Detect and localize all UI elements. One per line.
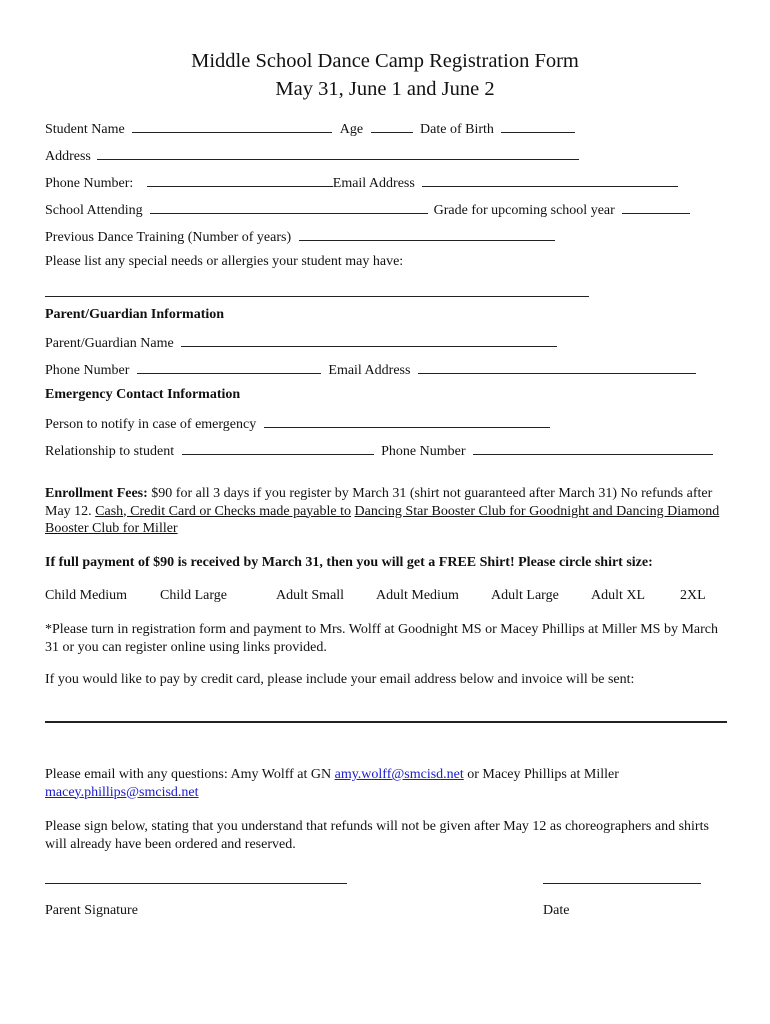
- form-title: Middle School Dance Camp Registration Form: [191, 50, 579, 72]
- free-shirt-offer: If full payment of $90 is received by March 31, then you will get a FREE Shirt! Please circle shirt size:: [45, 555, 653, 570]
- payable-to-text: Cash, Credit Card or Checks made payable to: [95, 503, 351, 519]
- parent-phone-row: [45, 359, 696, 380]
- age-field[interactable]: [371, 118, 413, 133]
- address-field[interactable]: [97, 145, 579, 160]
- student-phone-row: [45, 172, 678, 193]
- booster-clubs-text: Dancing Star Booster Club for Goodnight and Dancing Diamond Booster Club for Miller: [45, 503, 720, 536]
- grade-field[interactable]: [622, 199, 690, 214]
- student-name-row: [45, 118, 575, 139]
- date-field[interactable]: [543, 883, 701, 884]
- student-email-field[interactable]: [422, 172, 678, 187]
- emergency-person-label: Person to notify in case of emergency: [45, 417, 257, 432]
- parent-email-field[interactable]: [418, 359, 696, 374]
- student-phone-label: Phone Number:: [45, 176, 134, 191]
- dob-field[interactable]: [501, 118, 575, 133]
- training-field[interactable]: [299, 226, 555, 241]
- parent-name-row: [45, 332, 557, 353]
- contact-text-1: Please email with any questions: Amy Wolff at GN: [45, 767, 335, 782]
- emergency-phone-field[interactable]: [473, 440, 713, 455]
- parent-email-label: Email Address: [328, 363, 411, 378]
- shirt-size-adult-medium[interactable]: Adult Medium: [376, 588, 459, 603]
- form-dates: May 31, June 1 and June 2: [275, 78, 495, 100]
- emergency-relationship-row: [45, 440, 713, 461]
- address-row: [45, 145, 579, 166]
- date-label: Date: [543, 903, 570, 918]
- school-row: [45, 199, 690, 220]
- shirt-size-adult-small[interactable]: Adult Small: [276, 588, 345, 603]
- parent-name-label: Parent/Guardian Name: [45, 336, 174, 351]
- fees-label: Enrollment Fees:: [45, 486, 148, 501]
- school-field[interactable]: [150, 199, 428, 214]
- dob-label: Date of Birth: [420, 122, 494, 137]
- relationship-field[interactable]: [182, 440, 374, 455]
- address-label: Address: [45, 149, 91, 164]
- parent-signature-label: Parent Signature: [45, 903, 138, 918]
- parent-phone-field[interactable]: [137, 359, 321, 374]
- shirt-size-child-large[interactable]: Child Large: [160, 588, 228, 603]
- enrollment-fees-paragraph: [45, 485, 725, 538]
- training-label: Previous Dance Training (Number of years): [45, 230, 292, 245]
- shirt-size-adult-large[interactable]: Adult Large: [491, 588, 559, 603]
- age-label: Age: [339, 122, 364, 137]
- credit-card-email-field[interactable]: [45, 721, 727, 723]
- shirt-size-2xl[interactable]: 2XL: [680, 588, 706, 603]
- emergency-section-heading: Emergency Contact Information: [45, 387, 241, 402]
- grade-label: Grade for upcoming school year: [433, 203, 615, 218]
- student-phone-field[interactable]: [147, 172, 333, 187]
- contact-text-2: or Macey Phillips at Miller: [463, 767, 619, 782]
- special-needs-label: Please list any special needs or allergies your student may have:: [45, 254, 404, 269]
- student-name-field[interactable]: [132, 118, 332, 133]
- parent-signature-field[interactable]: [45, 883, 347, 884]
- training-row: [45, 226, 555, 247]
- emergency-phone-label: Phone Number: [381, 444, 466, 459]
- parent-phone-label: Phone Number: [45, 363, 130, 378]
- parent-section-heading: Parent/Guardian Information: [45, 307, 225, 322]
- contact-paragraph: [45, 766, 725, 801]
- student-email-label: Email Address: [332, 176, 415, 191]
- shirt-size-child-medium[interactable]: Child Medium: [45, 588, 128, 603]
- special-needs-field[interactable]: [45, 296, 589, 297]
- shirt-size-adult-xl[interactable]: Adult XL: [591, 588, 646, 603]
- parent-name-field[interactable]: [181, 332, 557, 347]
- relationship-label: Relationship to student: [45, 444, 175, 459]
- student-name-label: Student Name: [45, 122, 125, 137]
- emergency-person-row: [45, 413, 550, 434]
- fees-text: $90 for all 3 days if you register by March 31 (shirt not guaranteed after March 31) No refunds after May 12.: [45, 486, 713, 519]
- turn-in-note: *Please turn in registration form and payment to Mrs. Wolff at Goodnight MS or Macey Phillips at Miller MS by March 31 or you can register online using links provided.: [45, 622, 718, 655]
- emergency-person-field[interactable]: [264, 413, 550, 428]
- macey-phillips-email-link[interactable]: macey.phillips@smcisd.net: [45, 784, 199, 800]
- school-label: School Attending: [45, 203, 143, 218]
- agreement-paragraph: Please sign below, stating that you understand that refunds will not be given after May 12 as choreographers and shirts will already have been ordered and reserved.: [45, 819, 709, 852]
- credit-card-note: If you would like to pay by credit card, please include your email address below and invoice will be sent:: [45, 672, 635, 687]
- amy-wolff-email-link[interactable]: amy.wolff@smcisd.net: [334, 767, 464, 782]
